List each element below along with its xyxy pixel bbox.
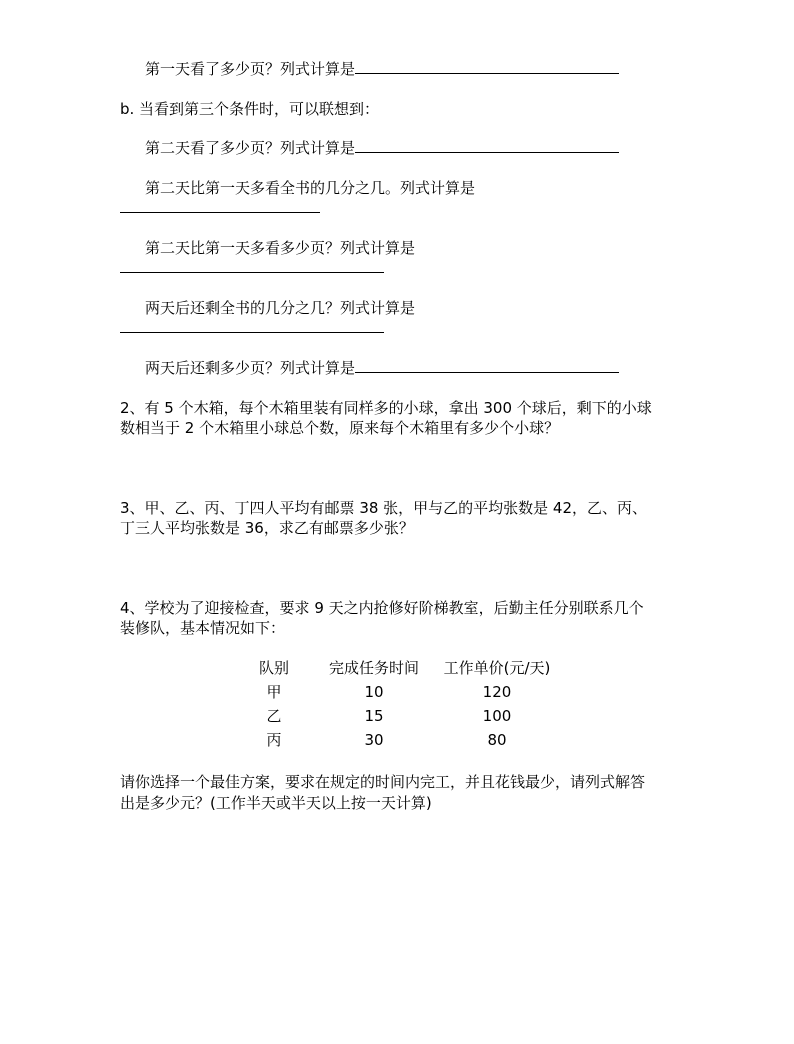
- answer-blank[interactable]: [120, 212, 320, 213]
- question-2-line-2: 数相当于 2 个木箱里小球总个数，原来每个木箱里有多少个小球？: [120, 419, 560, 437]
- table-row-time: 10: [364, 683, 384, 701]
- prompt-remaining-pages: 两天后还剩多少页？列式计算是: [145, 358, 619, 378]
- answer-blank[interactable]: [355, 151, 619, 153]
- table-row-price: 120: [482, 683, 512, 701]
- table-header-time: 完成任务时间: [328, 659, 419, 677]
- prompt-remaining-fraction: 两天后还剩全书的几分之几？列式计算是: [145, 299, 416, 317]
- question-4-line-3: 请你选择一个最佳方案，要求在规定的时间内完工，并且花钱最少，请列式解答: [120, 773, 646, 791]
- answer-blank[interactable]: [120, 332, 384, 333]
- answer-blank[interactable]: [355, 371, 619, 373]
- prompt-day2-pages: 第二天看了多少页？列式计算是: [145, 138, 619, 158]
- question-4-line-2: 装修队，基本情况如下：: [120, 619, 286, 637]
- question-2-line-1: 2、有 5 个木箱，每个木箱里装有同样多的小球，拿出 300 个球后，剩下的小球: [120, 399, 652, 417]
- table-header-team: 队别: [258, 659, 289, 677]
- table-row-team: 甲: [266, 683, 282, 701]
- table-row-team: 丙: [266, 731, 282, 749]
- table-row-price: 80: [487, 731, 507, 749]
- prompt-day2-more-pages: 第二天比第一天多看多少页？列式计算是: [145, 239, 416, 257]
- table-row-price: 100: [482, 707, 512, 725]
- prompt-day1-pages: 第一天看了多少页？列式计算是: [145, 59, 619, 79]
- question-3-line-1: 3、甲、乙、丙、丁四人平均有邮票 38 张，甲与乙的平均张数是 42，乙、丙、: [120, 499, 648, 517]
- question-4-line-4: 出是多少元？(工作半天或半天以上按一天计算): [120, 794, 432, 812]
- answer-blank[interactable]: [120, 272, 384, 273]
- table-row-time: 15: [364, 707, 384, 725]
- question-4-line-1: 4、学校为了迎接检查，要求 9 天之内抢修好阶梯教室，后勤主任分别联系几个: [120, 599, 644, 617]
- question-3-line-2: 丁三人平均张数是 36，求乙有邮票多少张？: [120, 519, 414, 537]
- table-row-team: 乙: [266, 707, 282, 725]
- answer-blank[interactable]: [355, 72, 619, 74]
- table-header-price: 工作单价(元/天): [443, 659, 551, 677]
- hint-third-condition: b. 当看到第三个条件时，可以联想到：: [120, 100, 380, 118]
- table-row-time: 30: [364, 731, 384, 749]
- prompt-day2-more-fraction: 第二天比第一天多看全书的几分之几。列式计算是: [145, 179, 476, 197]
